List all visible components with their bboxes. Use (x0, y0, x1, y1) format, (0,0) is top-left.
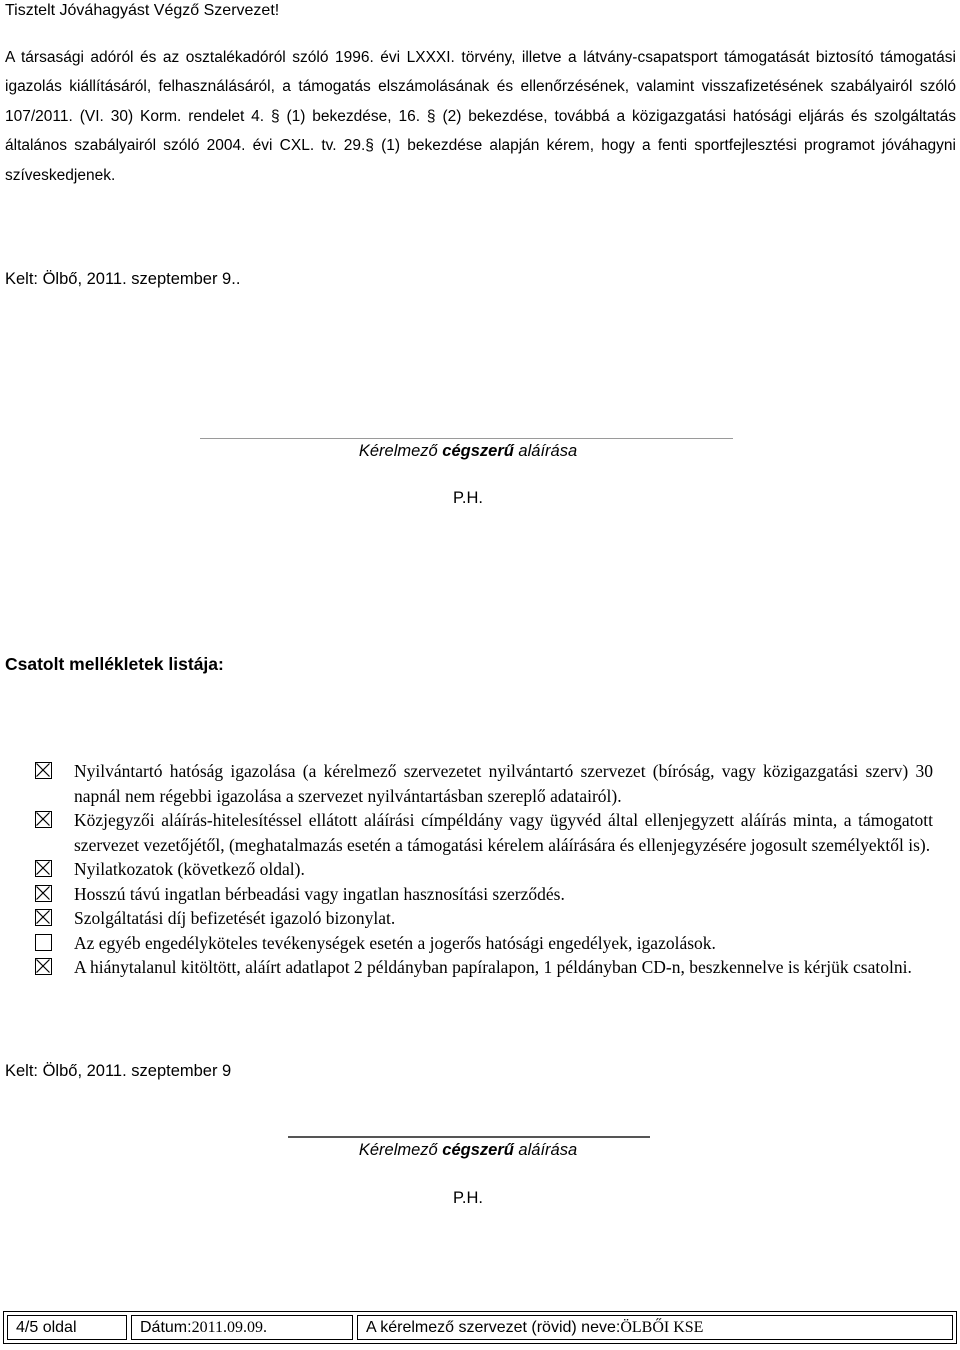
attachment-item (0, 882, 933, 907)
x-mark-icon (36, 812, 50, 826)
attachment-item (0, 906, 933, 931)
attachment-text: Az egyéb engedélyköteles tevékenységek esetén a jogerős hatósági engedélyek, igazolások. (74, 932, 716, 953)
stamp-placeholder-2: P.H. (453, 1189, 483, 1207)
page-footer (3, 1311, 957, 1344)
x-mark-icon (36, 886, 50, 900)
attachment-item (0, 931, 933, 956)
attachment-item (0, 955, 933, 980)
attachment-item (0, 857, 933, 882)
request-paragraph: A társasági adóról és az osztalékadóról szóló 1996. évi LXXXI. törvény, illetve a látvány-csapatsport támogatását biztosító támogatási igazolás kiállításáról, felhasználásáról, a támogatás elszámolásának és ellenőrzésének, valamint visszafizetésének szabályairól szóló 107/2011. (VI. 30) Korm. rendelet 4. § (1) bekezdése, 16. § (2) bekezdése, továbbá a közigazgatási hatósági eljárás és szolgáltatás általános szabályairól szóló 2004. évi CXL. tv. 29.§ (1) bekezdése alapján kérem, hogy a fenti sportfejlesztési programot jóváhagyni szíveskedjenek. (5, 49, 956, 184)
x-mark-icon (36, 959, 50, 973)
attachments-list (0, 759, 960, 980)
empty-checkbox-icon[interactable] (35, 934, 52, 951)
checked-checkbox-icon[interactable] (35, 958, 52, 975)
attachment-text: Szolgáltatási díj befizetését igazoló bizonylat. (74, 908, 396, 928)
attachment-text: Nyilatkozatok (következő oldal). (74, 859, 305, 879)
stamp-placeholder-1: P.H. (453, 489, 483, 507)
signature-label-1 (0, 442, 936, 461)
checked-checkbox-icon[interactable] (35, 811, 52, 828)
signature-label-prefix: Kérelmező (358, 1141, 443, 1159)
attachment-text: Hosszú távú ingatlan bérbeadási vagy ingatlan hasznosítási szerződés. (74, 883, 565, 904)
page-number-text: 4/5 oldal (16, 1318, 77, 1336)
x-mark-icon (36, 763, 50, 777)
date-line-1: Kelt: Ölbő, 2011. szeptember 9.. (5, 270, 241, 288)
attachment-text: A hiánytalanul kitöltött, aláírt adatlapot 2 példányban papíralapon, 1 példányban CD-n, beszkennelve is kérjük csatolni. (74, 957, 912, 977)
footer-page-number (7, 1315, 127, 1340)
signature-label-2 (0, 1141, 936, 1160)
x-mark-icon (36, 861, 50, 875)
x-mark-icon (36, 910, 50, 924)
footer-org-value: ÖLBŐI KSE (620, 1318, 704, 1336)
attachment-item (0, 808, 933, 857)
checked-checkbox-icon[interactable] (35, 860, 52, 877)
footer-date-value: 2011.09.09. (191, 1318, 267, 1336)
signature-label-bold: cégszerű (442, 1141, 514, 1159)
footer-date-label: Dátum: (140, 1318, 192, 1336)
checked-checkbox-icon[interactable] (35, 885, 52, 902)
attachment-text: Közjegyzői aláírás-hitelesítéssel ellátott aláírási címpéldány vagy ügyvéd által ellenjegyzett aláírás minta, a támogatott szervezet vezetőjétől, (meghatalmazás esetén a támogatási kérelem aláírására és ellenjegyzésére jogosult személyektől is). (74, 810, 933, 855)
checked-checkbox-icon[interactable] (35, 762, 52, 779)
signature-label-bold: cégszerű (442, 442, 514, 460)
signature-label-suffix: aláírása (513, 1141, 578, 1159)
checked-checkbox-icon[interactable] (35, 909, 52, 926)
attachments-title: Csatolt mellékletek listája: (5, 654, 224, 674)
date-line-2: Kelt: Ölbő, 2011. szeptember 9 (5, 1062, 232, 1080)
signature-line-2 (288, 1136, 650, 1138)
signature-line-1 (200, 438, 733, 439)
attachment-item (0, 759, 933, 808)
footer-organization (357, 1315, 953, 1340)
signature-label-suffix: aláírása (513, 442, 578, 460)
signature-label-prefix: Kérelmező (358, 442, 443, 460)
greeting: Tisztelt Jóváhagyást Végző Szervezet! (5, 2, 280, 19)
footer-date (131, 1315, 353, 1340)
footer-org-label: A kérelmező szervezet (rövid) neve: (366, 1318, 621, 1336)
attachment-text: Nyilvántartó hatóság igazolása (a kérelmező szervezetet nyilvántartó szervezet (bíróság, vagy közigazgatási szerv) 30 napnál nem régebbi igazolása a szervezet nyilvántartásban szereplő adatairól). (74, 761, 933, 806)
